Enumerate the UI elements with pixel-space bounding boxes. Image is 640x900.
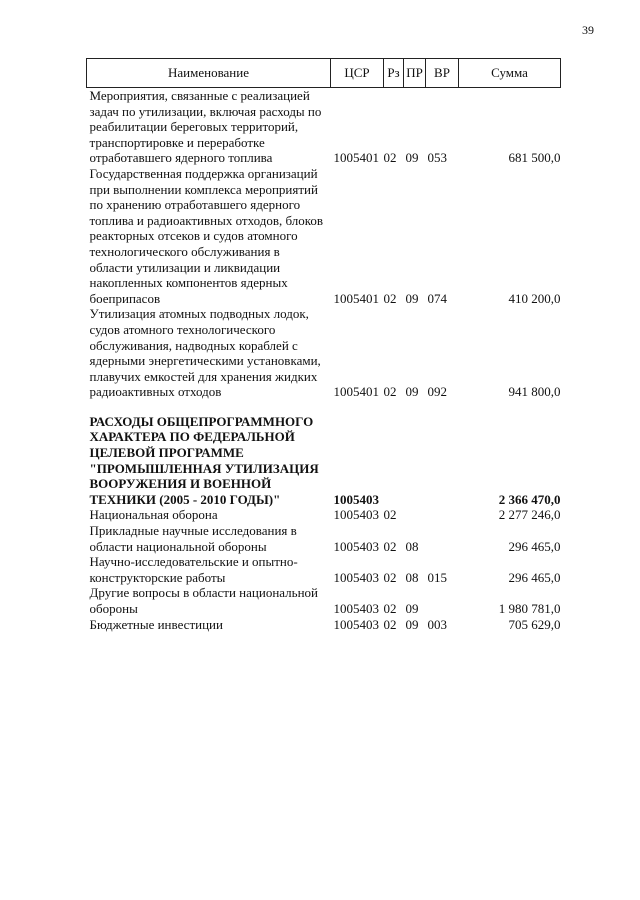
row-vr xyxy=(426,414,459,508)
row-name: Государственная поддержка организаций при выполнении комплекса мероприятий по хранению отработавшего ядерного топлива и радиоактивных отходов, блоков реакторных отсеков и судов атомного технологического обслуживания в области утилизации и ликвидации накопленных компонентов ядерных боеприпасов xyxy=(89,165,324,306)
row-csr: 1005401 xyxy=(333,290,379,306)
row-csr: 1005401 xyxy=(333,150,379,166)
row-sum: 2 277 246,0 xyxy=(498,507,561,523)
row-vr xyxy=(426,585,459,616)
header-rz: Рз xyxy=(384,59,404,88)
row-pr: 09 xyxy=(405,290,419,306)
row-sum: 1 980 781,0 xyxy=(498,601,561,616)
header-vr: ВР xyxy=(426,59,459,88)
row-vr: 074 xyxy=(427,290,447,306)
row-csr: 1005403 xyxy=(333,491,379,507)
table-row xyxy=(87,617,561,633)
row-name: Бюджетные инвестиции xyxy=(89,616,223,632)
row-csr: 1005403 xyxy=(333,601,379,616)
row-name: Национальная оборона xyxy=(89,507,218,523)
row-sum: 296 465,0 xyxy=(508,538,561,554)
row-sum: 681 500,0 xyxy=(508,150,561,166)
row-vr: 092 xyxy=(427,384,447,400)
row-rz: 02 xyxy=(383,507,397,523)
row-sum: 2 366 470,0 xyxy=(498,491,561,507)
row-rz: 02 xyxy=(383,290,397,306)
row-rz xyxy=(384,414,404,508)
table-row xyxy=(87,88,561,166)
row-spacer xyxy=(87,400,561,414)
row-csr: 1005403 xyxy=(333,569,379,585)
row-pr: 09 xyxy=(405,150,419,166)
row-sum: 705 629,0 xyxy=(508,616,561,632)
row-rz: 02 xyxy=(383,538,397,554)
row-rz: 02 xyxy=(383,601,397,616)
row-name: Научно-исследовательские и опытно-конструкторские работы xyxy=(89,554,298,585)
row-rz: 02 xyxy=(383,616,397,632)
row-vr: 015 xyxy=(427,569,447,585)
header-pr: ПР xyxy=(404,59,426,88)
row-pr xyxy=(404,507,426,523)
row-csr: 1005403 xyxy=(333,538,379,554)
row-pr xyxy=(404,414,426,508)
row-pr: 09 xyxy=(405,616,419,632)
row-pr: 09 xyxy=(405,384,419,400)
row-name: Прикладные научные исследования в области национальной обороны xyxy=(89,523,297,554)
row-vr xyxy=(426,523,459,554)
row-csr: 1005403 xyxy=(333,616,379,632)
row-csr: 1005403 xyxy=(333,507,379,523)
row-rz: 02 xyxy=(383,384,397,400)
section-title: РАСХОДЫ ОБЩЕПРОГРАММНОГО ХАРАКТЕРА ПО ФЕДЕРАЛЬНОЙ ЦЕЛЕВОЙ ПРОГРАММЕ "ПРОМЫШЛЕННАЯ УТИЛИЗАЦИЯ ВООРУЖЕНИЯ И ВОЕННОЙ ТЕХНИКИ (2005 - 2010 ГОДЫ)" xyxy=(89,413,319,507)
header-name: Наименование xyxy=(87,59,331,88)
row-rz: 02 xyxy=(383,150,397,166)
header-csr: ЦСР xyxy=(331,59,384,88)
page-number: 39 xyxy=(582,23,594,37)
row-pr: 08 xyxy=(405,538,419,554)
budget-table xyxy=(86,58,561,632)
row-sum: 941 800,0 xyxy=(508,384,561,400)
table-row-section xyxy=(87,414,561,508)
row-csr: 1005401 xyxy=(333,384,379,400)
table-header xyxy=(87,59,561,88)
table-row xyxy=(87,166,561,306)
header-sum: Сумма xyxy=(459,59,561,88)
row-vr xyxy=(426,507,459,523)
row-name: Мероприятия, связанные с реализацией задач по утилизации, включая расходы по реабилитации береговых территорий, транспортировке и переработке отработавшего ядерного топлива xyxy=(89,88,322,166)
table-row xyxy=(87,585,561,616)
row-sum: 296 465,0 xyxy=(508,569,561,585)
row-sum: 410 200,0 xyxy=(508,290,561,306)
row-name: Другие вопросы в области национальной обороны xyxy=(89,585,318,616)
table-row xyxy=(87,306,561,400)
row-rz: 02 xyxy=(383,569,397,585)
row-pr: 09 xyxy=(405,601,419,616)
row-pr: 08 xyxy=(405,569,419,585)
row-vr: 003 xyxy=(427,616,447,632)
row-vr: 053 xyxy=(427,150,447,166)
table-row xyxy=(87,523,561,554)
table-row xyxy=(87,554,561,585)
table-row xyxy=(87,507,561,523)
row-name: Утилизация атомных подводных лодок, судов атомного технологического обслуживания, надводных кораблей с ядерными энергетическими установками, плавучих емкостей для хранения жидких радиоактивных отходов xyxy=(89,306,321,400)
